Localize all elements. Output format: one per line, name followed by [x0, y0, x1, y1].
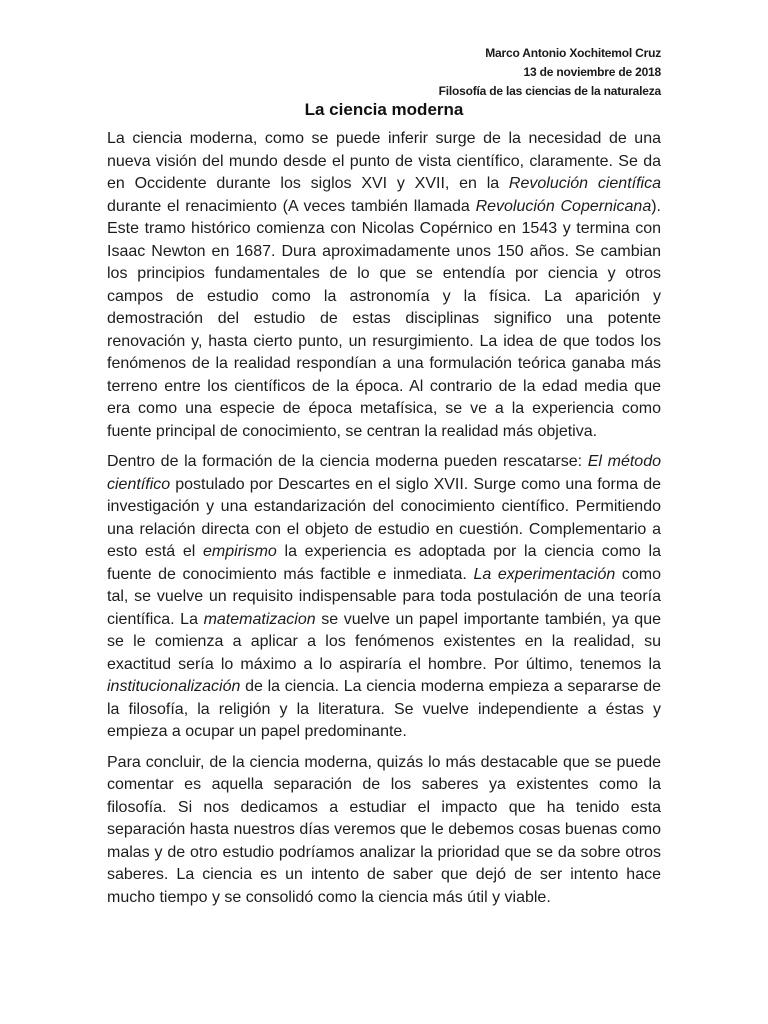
document-header — [161, 44, 661, 101]
italic-text: La experimentación — [473, 565, 616, 583]
paragraph-text: La ciencia moderna, como se puede inferir surge de la necesidad de una nueva visión del mundo desde el punto de vista científico, claramente. Se da en Occidente durante los siglos XVI y XVII, en la — [107, 130, 661, 192]
paragraph-text: ). Este tramo histórico comienza con Nicolas Copérnico en 1543 y termina con Isaac Newton en 1687. Dura aproximadamente unos 150 años. Se cambian los principios fundamentales de lo que se entendía por ciencia y otros campos de estudio como la astronomía y la física. La aparición y demostración del estudio de estas disciplinas significo una potente renovación y, hasta cierto punto, un resurgimiento. La idea de que todos los fenómenos de la realidad respondían a una formulación teórica ganaba más terreno entre los científicos de la época. Al contrario de la edad media que era como una especie de época metafísica, se ve a la experiencia como fuente principal de conocimiento, se centran la realidad más objetiva. — [107, 197, 661, 440]
italic-text: matematizacion — [203, 610, 316, 628]
paragraph-text: Para concluir, de la ciencia moderna, quizás lo más destacable que se puede comentar es aquella separación de los saberes ya existentes como la filosofía. Si nos dedicamos a estudiar el impacto que ha tenido esta separación hasta nuestros días veremos que le debemos cosas buenas como malas y de otro estudio podríamos analizar la prioridad que se da sobre otros saberes. La ciencia es un intento de saber que dejó de ser intento hace mucho tiempo y se consolidó como la ciencia más útil y viable. — [107, 753, 661, 906]
italic-text: Revolución científica — [508, 175, 661, 192]
italic-text: empirismo — [203, 543, 277, 560]
italic-text: El método científico — [107, 453, 661, 493]
paragraph — [107, 128, 661, 443]
course-name: Filosofía de las ciencias de la naturaleza — [438, 84, 661, 98]
paragraph-text: postulado por Descartes en el siglo XVII. Surge como una forma de investigación y una estandarización del conocimiento científico. Permitiendo una relación directa con el objeto de estudio en cuestión. Complementario a esto está el — [107, 475, 661, 560]
paragraph — [107, 752, 661, 910]
document-body — [107, 128, 661, 917]
paragraph-text: como tal, se vuelve un requisito indispensable para toda postulación de una teoría científica. La — [107, 565, 662, 628]
italic-text: Revolución Copernicana — [475, 197, 652, 215]
paragraph-text: de la ciencia. La ciencia moderna empieza a separarse de la filosofía, la religión y la literatura. Se vuelve independiente a éstas y empieza a ocupar un papel predominante. — [107, 678, 661, 740]
paragraph-text: la experiencia es adoptada por la ciencia como la fuente de conocimiento más factible e inmediata. — [107, 543, 661, 583]
author-name: Marco Antonio Xochitemol Cruz — [485, 46, 661, 60]
paragraph — [107, 451, 661, 744]
paragraph-text: se vuelve un papel importante también, ya que se le comienza a aplicar a los fenómenos existentes en la realidad, su exactitud sería lo máximo a lo aspiraría el hombre. Por último, tenemos la — [107, 610, 661, 673]
document-title: La ciencia moderna — [304, 100, 464, 119]
document-date: 13 de noviembre de 2018 — [523, 65, 661, 79]
italic-text: institucionalización — [107, 678, 241, 695]
paragraph-text: durante el renacimiento (A veces también llamada — [107, 197, 476, 215]
paragraph-text: Dentro de la formación de la ciencia moderna pueden rescatarse: — [107, 453, 588, 470]
